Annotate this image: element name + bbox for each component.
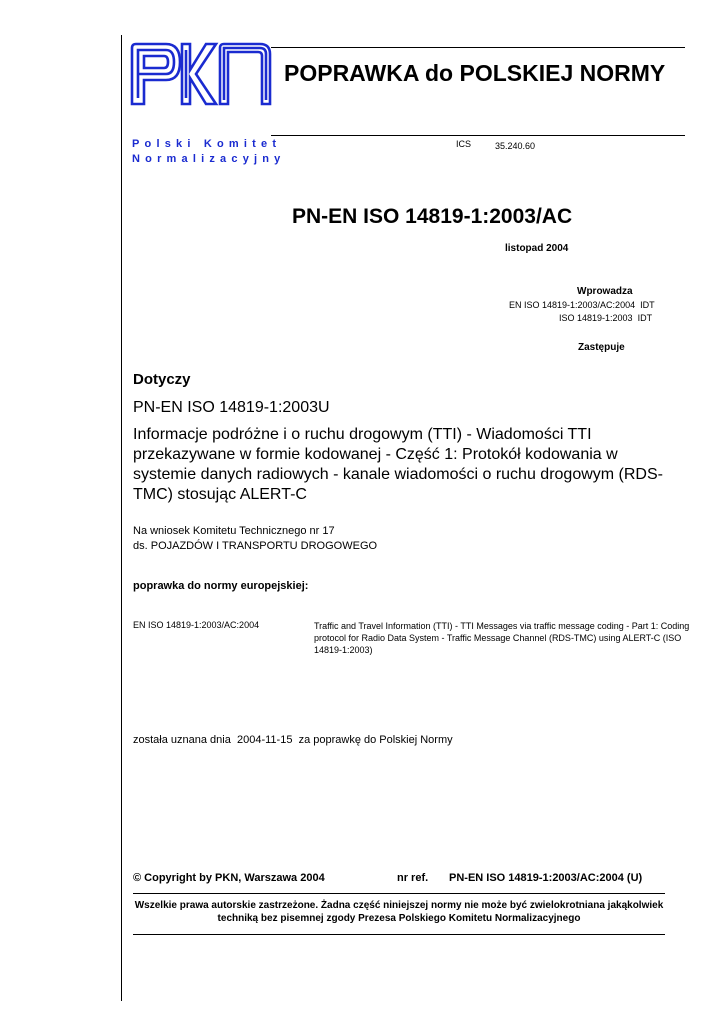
pkn-logo	[130, 42, 272, 106]
rights-notice: Wszelkie prawa autorskie zastrzeżone. Żadna część niniejszej normy nie może być zwielokrotniana jakąkolwiek techniką bez pisemnej zgody Prezesa Polskiego Komitetu Normalizacyjnego	[134, 900, 664, 924]
committee-request	[133, 524, 377, 554]
concerns-description: Informacje podróżne i o ruchu drogowym (TTI) - Wiadomości TTI przekazywane w formie kodowanej - Część 1: Protokół kodowania w systemie danych radiowych - kanale wiadomości o ruchu drogowym (RDS-TMC) stosując ALERT-C	[133, 426, 663, 503]
recognition-statement: została uznana dnia 2004-11-15 za poprawkę do Polskiej Normy	[133, 734, 453, 746]
ics-label: ICS	[456, 139, 472, 149]
committee-request-line1: Na wniosek Komitetu Technicznego nr 17	[133, 525, 335, 537]
standard-date: listopad 2004	[505, 243, 569, 254]
org-name-line2: Normalizacyjny	[132, 153, 286, 165]
left-margin-rule	[121, 35, 122, 1001]
document-type-title: POPRAWKA do POLSKIEJ NORMY	[284, 60, 666, 86]
ref-value: PN-EN ISO 14819-1:2003/AC:2004 (U)	[449, 872, 643, 884]
european-amendment-label: poprawka do normy europejskiej:	[133, 580, 309, 592]
header-rule	[271, 135, 685, 136]
standard-number: PN-EN ISO 14819-1:2003/AC	[292, 205, 573, 228]
european-ref: EN ISO 14819-1:2003/AC:2004	[133, 620, 260, 630]
footer-top-rule	[133, 893, 665, 894]
concerns-label: Dotyczy	[133, 371, 191, 388]
introduces-label: Wprowadza	[577, 286, 633, 297]
introduces-ref-1: EN ISO 14819-1:2003/AC:2004 IDT	[509, 300, 655, 310]
european-title: Traffic and Travel Information (TTI) - TTI Messages via traffic message coding - Part 1: Coding protocol for Radio Data System - Traffic Message Channel (RDS-TMC) using ALERT-C (ISO 14819-1:2003)	[314, 621, 690, 655]
footer-bottom-rule	[133, 934, 665, 935]
replaces-label: Zastępuje	[578, 342, 625, 353]
committee-request-line2: ds. POJAZDÓW I TRANSPORTU DROGOWEGO	[133, 540, 378, 552]
introduces-ref-2: ISO 14819-1:2003 IDT	[559, 313, 653, 323]
title-top-rule	[271, 47, 685, 48]
recognition-date: 2004-11-15	[236, 734, 293, 746]
ics-code: 35.240.60	[495, 141, 536, 151]
concerns-norm: PN-EN ISO 14819-1:2003U	[133, 399, 330, 416]
copyright: © Copyright by PKN, Warszawa 2004	[133, 872, 325, 884]
org-name-line1: Polski Komitet	[132, 138, 282, 150]
ref-label: nr ref.	[397, 872, 429, 884]
